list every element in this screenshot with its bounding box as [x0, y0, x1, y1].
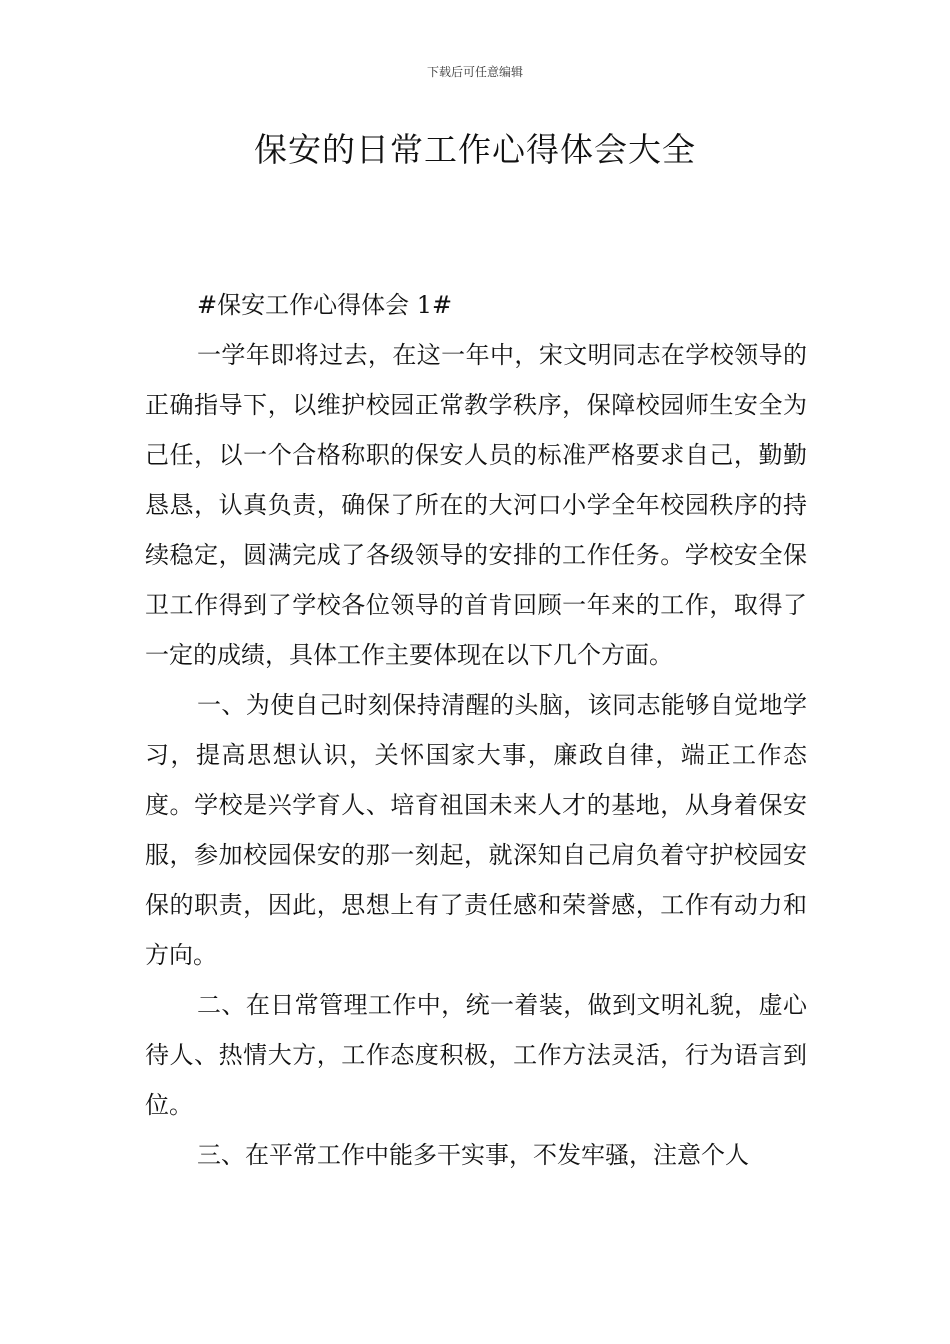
section-heading: #保安工作心得体会 1#	[197, 291, 453, 319]
paragraph-point-2: 二、在日常管理工作中，统一着装，做到文明礼貌，虚心待人、热情大方，工作态度积极，工作方法灵活，行为语言到位。	[145, 991, 807, 1119]
document-title: 保安的日常工作心得体会大全	[254, 130, 696, 169]
paragraph-intro: 一学年即将过去，在这一年中，宋文明同志在学校领导的正确指导下，以维护校园正常教学秩序，保障校园师生安全为己任，以一个合格称职的保安人员的标准严格要求自己，勤勤恳恳，认真负责，确保了所在的大河口小学全年校园秩序的持续稳定，圆满完成了各级领导的安排的工作任务。学校安全保卫工作得到了学校各位领导的首肯回顾一年来的工作，取得了一定的成绩，具体工作主要体现在以下几个方面。	[145, 341, 807, 669]
paragraph-point-1: 一、为使自己时刻保持清醒的头脑，该同志能够自觉地学习，提高思想认识，关怀国家大事，廉政自律，端正工作态度。学校是兴学育人、培育祖国未来人才的基地，从身着保安服，参加校园保安的那一刻起，就深知自己肩负着守护校园安保的职责，因此，思想上有了责任感和荣誉感，工作有动力和方向。	[145, 691, 807, 969]
document-body	[145, 280, 807, 1180]
header-note: 下载后可任意编辑	[426, 65, 523, 79]
paragraph-point-3: 三、在平常工作中能多干实事，不发牢骚，注意个人	[197, 1141, 749, 1169]
